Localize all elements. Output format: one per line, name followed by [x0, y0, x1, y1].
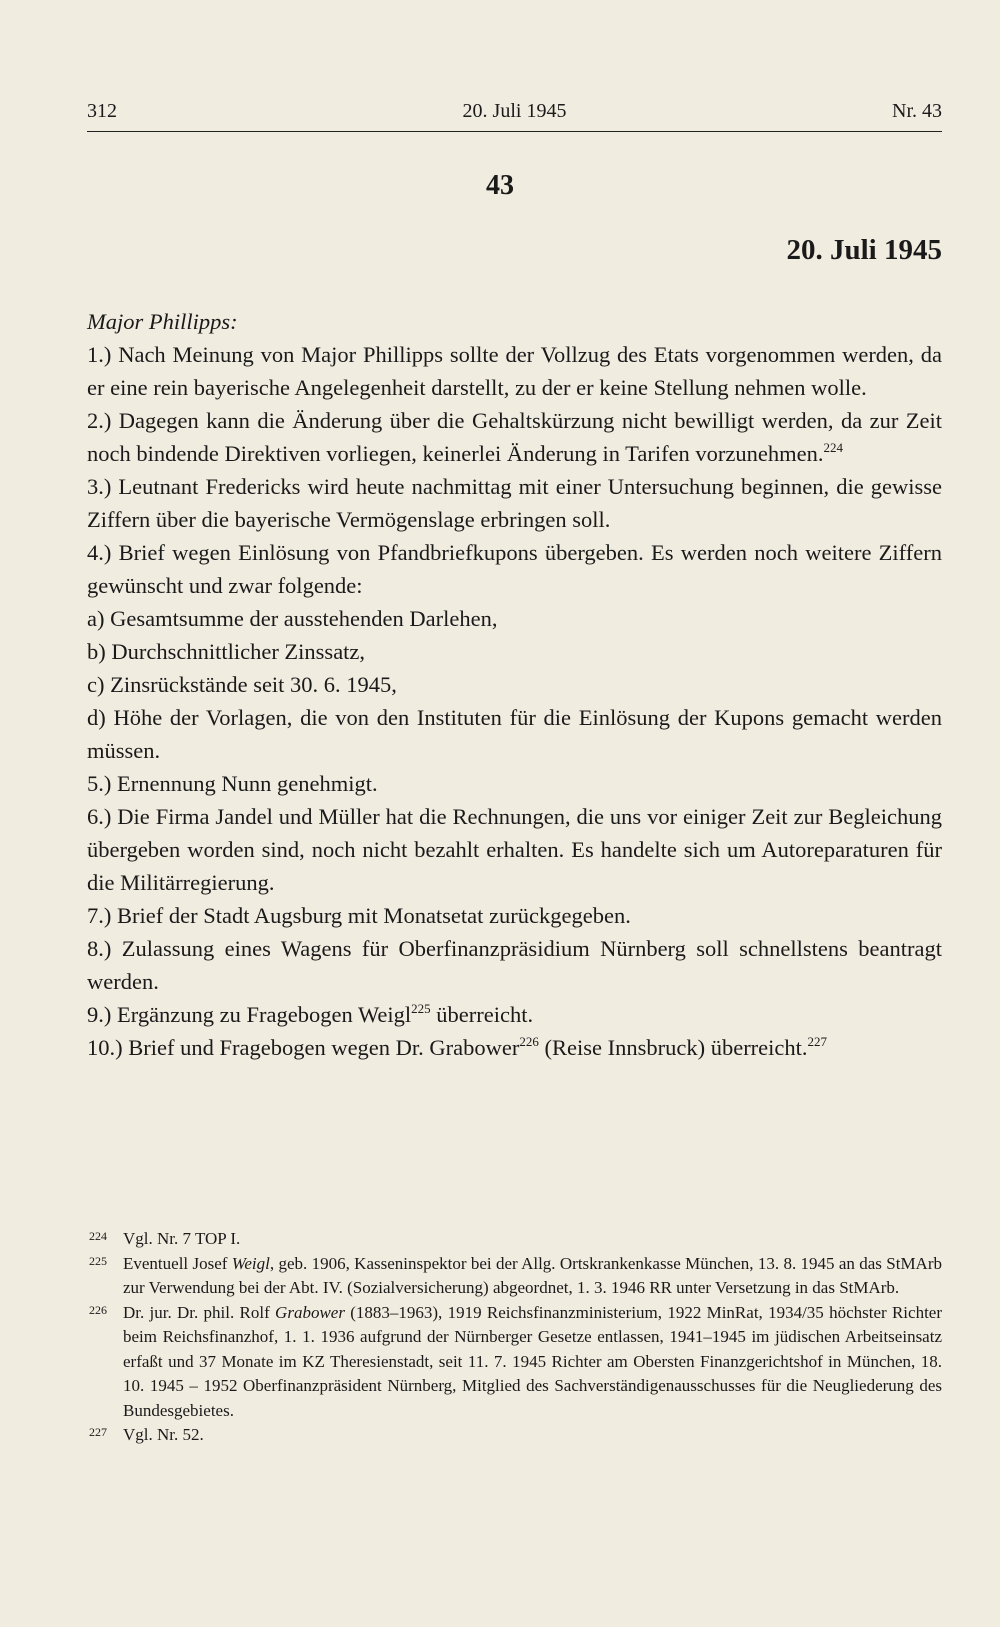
footnote-number: 225 [89, 1253, 107, 1268]
item-4: 4.) Brief wegen Einlösung von Pfandbriefkupons übergeben. Es werden noch weitere Ziffern gewünscht und zwar folgende: [87, 540, 942, 598]
footnote-number: 224 [89, 1229, 107, 1243]
footnote-ref: 225 [411, 1001, 431, 1016]
item-10: 10.) Brief und Fragebogen wegen Dr. Grabower$^{226}$ (Reise Innsbruck) überreicht.$^{227}$ [87, 1034, 828, 1060]
footnote-226: 226 Dr. jur. Dr. phil. Rolf Grabower (1883–1963), 1919 Reichsfinanzministerium, 1922 MinRat, 1934/35 höchster Richter beim Reichsfinanzhof, 1. 1. 1936 aufgrund der Nürnberger Gesetze entlassen, 1941–1945 im jüdischen Arbeitseinsatz erfaßt und 37 Monate im KZ Theresienstadt, seit 11. 7. 1945 Richter am Obersten Finanzgerichtshof in München, 18. 10. 1945 – 1952 Oberfinanzpräsident Nürnberg, Mitglied des Sachverständigenausschusses für die Neugliederung des Bundesgebietes. [87, 1301, 942, 1424]
item-4d: d) Höhe der Vorlagen, die von den Instituten für die Einlösung der Kupons gemacht werden müssen. [87, 705, 942, 763]
minutes-body [87, 305, 942, 1064]
footnote-ref: 224 [823, 440, 844, 455]
item-4b: b) Durchschnittlicher Zinssatz, [87, 639, 366, 664]
item-3: 3.) Leutnant Fredericks wird heute nachmittag mit einer Untersuchung beginnen, die gewisse Ziffern über die bayerische Vermögenslage erbringen soll. [87, 474, 942, 532]
document-date: 20. Juli 1945 [786, 234, 942, 266]
header-doc-ref: Nr. 43 [892, 100, 942, 122]
footnotes [87, 1227, 942, 1448]
footnote-ref: 227 [807, 1034, 828, 1049]
item-1: 1.) Nach Meinung von Major Phillipps sollte der Vollzug des Etats vorgenommen werden, da er eine rein bayerische Angelegenheit darstellt, zu der er keine Stellung nehmen wolle. [87, 342, 942, 400]
footnote-number: 227 [89, 1425, 107, 1439]
item-7: 7.) Brief der Stadt Augsburg mit Monatsetat zurückgegeben. [87, 903, 631, 928]
header-date: 20. Juli 1945 [462, 100, 567, 122]
footnote-224: 224 Vgl. Nr. 7 TOP I. [87, 1227, 942, 1252]
running-header [87, 100, 942, 130]
person-name: Grabower [275, 1302, 345, 1322]
item-9: 9.) Ergänzung zu Fragebogen Weigl$^{225}$ überreicht. [87, 1001, 534, 1027]
footnote-225: 225 Eventuell Josef Weigl, geb. 1906, Kasseninspektor bei der Allg. Ortskrankenkasse München, 13. 8. 1945 an das StMArb zur Verwendung bei der Abt. IV. (Sozialversicherung) abgeordnet, 1. 3. 1946 RR unter Versetzung in das StMArb. [87, 1252, 942, 1301]
person-name: Weigl [231, 1253, 270, 1273]
speaker-label: Major Phillipps: [87, 309, 238, 334]
page-number: 312 [87, 100, 117, 122]
item-6: 6.) Die Firma Jandel und Müller hat die Rechnungen, die uns vor einiger Zeit zur Begleichung übergeben worden sind, noch nicht bezahlt erhalten. Es handelte sich um Autoreparaturen für die Militärregierung. [87, 804, 942, 895]
item-2: 2.) Dagegen kann die Änderung über die Gehaltskürzung nicht bewilligt werden, da zur Zeit noch bindende Direktiven vorliegen, keinerlei Änderung in Tarifen vorzunehmen.$^{224}$ [87, 408, 942, 466]
footnote-227: 227 Vgl. Nr. 52. [87, 1423, 942, 1448]
footnote-number: 226 [89, 1302, 107, 1317]
item-4c: c) Zinsrückstände seit 30. 6. 1945, [87, 672, 397, 697]
item-8: 8.) Zulassung eines Wagens für Oberfinanzpräsidium Nürnberg soll schnellstens beantragt werden. [87, 936, 942, 994]
document-number: 43 [486, 170, 514, 201]
item-5: 5.) Ernennung Nunn genehmigt. [87, 771, 378, 796]
item-4a: a) Gesamtsumme der ausstehenden Darlehen, [87, 606, 498, 631]
header-rule [87, 131, 942, 132]
footnote-ref: 226 [519, 1034, 539, 1049]
